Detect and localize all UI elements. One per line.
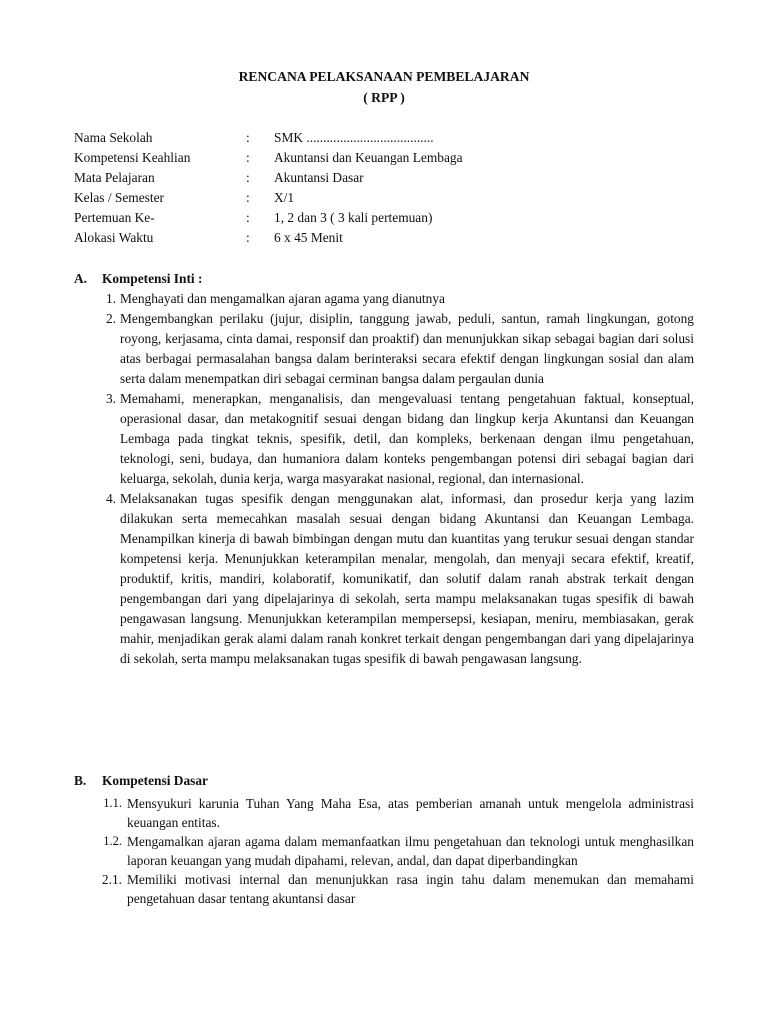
identity-colon: : [246,230,250,245]
identity-colon: : [246,170,250,185]
kompetensi-inti-list [0,289,694,669]
identity-label: Pertemuan Ke- [74,210,155,225]
identity-colon: : [246,150,250,165]
identity-value: SMK ...................................... [274,130,434,145]
list-item [0,832,694,870]
list-item [0,870,694,908]
identity-label: Mata Pelajaran [74,170,155,185]
list-item [0,309,694,389]
identity-label: Kompetensi Keahlian [74,150,191,165]
item-number: 3. [105,391,116,406]
item-number: 1. [105,291,116,306]
identity-value: 1, 2 dan 3 ( 3 kali pertemuan) [274,210,433,225]
item-text: Menghayati dan mengamalkan ajaran agama yang dianutnya [120,291,445,306]
identity-value: X/1 [274,190,295,205]
identity-label: Nama Sekolah [74,130,153,145]
item-number: 4. [105,491,116,506]
item-text: Mengamalkan ajaran agama dalam memanfaatkan ilmu pengetahuan dan teknologi untuk menghasilkan laporan keuangan yang mudah dipahami, relevan, andal, dan dapat diperbandingkan [127,834,694,868]
identity-value: Akuntansi Dasar [274,170,364,185]
document-title: RENCANA PELAKSANAAN PEMBELAJARAN [238,69,530,84]
identity-label: Alokasi Waktu [74,230,154,245]
list-item [0,489,694,669]
identity-colon: : [246,190,250,205]
item-number: 2.1. [101,872,122,887]
item-number: 1.2. [103,834,122,848]
identity-label: Kelas / Semester [74,190,164,205]
item-text: Memahami, menerapkan, menganalisis, dan mengevaluasi tentang pengetahuan faktual, konseptual, operasional dasar, dan metakognitif sesuai dengan bidang dan lingkup kerja Akuntansi dan Keuangan Lembaga pada tingkat teknis, spesifik, detil, dan kompleks, berkenaan dengan ilmu pengetahuan, teknologi, seni, budaya, dan humaniora dalam konteks pengembangan potensi diri sebagai bagian dari keluarga, sekolah, dunia kerja, warga masyarakat nasional, regional, dan internasional. [120,391,694,486]
item-number: 2. [105,311,116,326]
item-number: 1.1. [103,796,122,810]
identity-value: Akuntansi dan Keuangan Lembaga [274,150,463,165]
document-subtitle: ( RPP ) [363,90,405,105]
identity-colon: : [246,210,250,225]
section-heading-kompetensi-dasar [74,771,208,791]
item-text: Mensyukuri karunia Tuhan Yang Maha Esa, atas pemberian amanah untuk mengelola administrasi keuangan entitas. [127,796,694,830]
section-title: Kompetensi Dasar [102,773,209,788]
identity-colon: : [246,130,250,145]
item-text: Memiliki motivasi internal dan menunjukkan rasa ingin tahu dalam menemukan dan memahami pengetahuan dasar tentang akuntansi dasar [127,872,694,906]
kompetensi-dasar-list [0,794,694,908]
list-item [0,794,694,832]
list-item [0,289,694,309]
item-text: Melaksanakan tugas spesifik dengan menggunakan alat, informasi, dan prosedur kerja yang lazim dilakukan serta memecahkan masalah sesuai dengan bidang Akuntansi dan Keuangan Lembaga. Menampilkan kinerja di bawah bimbingan dengan mutu dan kuantitas yang terukur sesuai dengan standar kompetensi kerja. Menunjukkan keterampilan menalar, mengolah, dan menyaji secara efektif, kreatif, produktif, kritis, mandiri, kolaboratif, komunikatif, dan solutif dalam ranah abstrak terkait dengan pengembangan dari yang dipelajarinya di sekolah, serta mampu melaksanakan tugas spesifik di bawah pengawasan langsung. Menunjukkan keterampilan mempersepsi, kesiapan, meniru, membiasakan, gerak mahir, menjadikan gerak alami dalam ranah konkret terkait dengan pengembangan dari yang dipelajarinya di sekolah, serta mampu melaksanakan tugas spesifik di bawah pengawasan langsung. [120,491,694,666]
section-heading-kompetensi-inti [74,269,202,289]
identity-value: 6 x 45 Menit [274,230,343,245]
item-text: Mengembangkan perilaku (jujur, disiplin, tanggung jawab, peduli, santun, ramah lingkungan, gotong royong, kerjasama, cinta damai, responsif dan proaktif) dan menunjukkan sikap sebagai bagian dari solusi atas berbagai permasalahan bangsa dalam berinteraksi secara efektif dengan lingkungan sosial dan alam serta dalam menempatkan diri sebagai cerminan bangsa dalam pergaulan dunia [120,311,694,386]
section-letter: B. [74,773,87,788]
section-title: Kompetensi Inti : [102,271,203,286]
list-item [0,389,694,489]
section-letter: A. [74,271,88,286]
